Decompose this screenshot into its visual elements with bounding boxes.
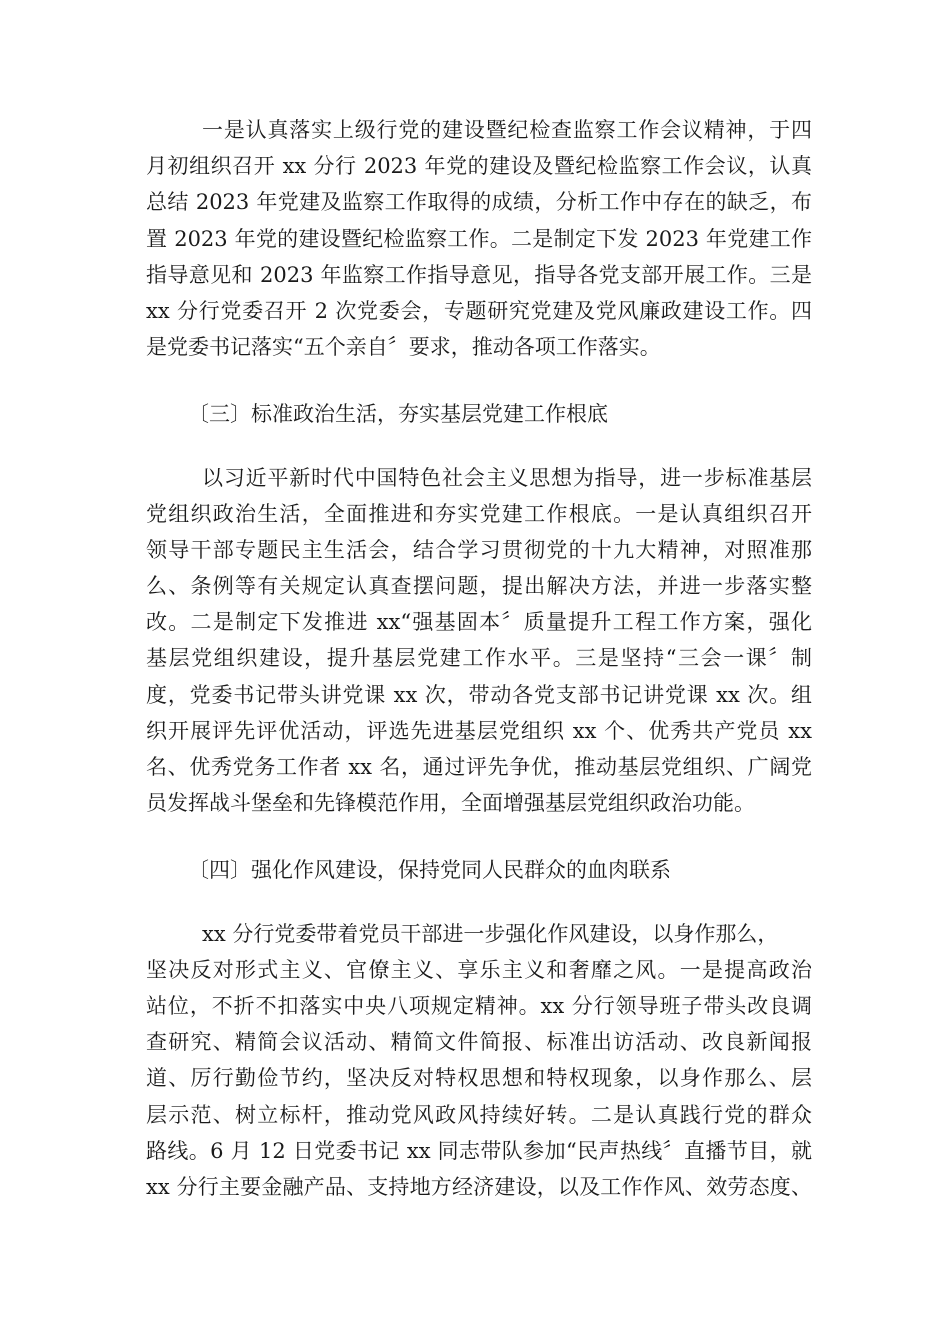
text-line: 党组织政治生活，全面推进和夯实党建工作根底。一是认真组织召开	[146, 501, 812, 526]
text-line: 站位，不折不扣落实中央八项规定精神。xx 分行领导班子带头改良调	[146, 993, 812, 1018]
text-line: 度，党委书记带头讲党课 xx 次，带动各党支部书记讲党课 xx 次。组	[146, 682, 812, 707]
text-line: xx 分行党委带着党员干部进一步强化作风建设，以身作那么，	[202, 921, 779, 946]
paragraph-party-building-meeting	[146, 112, 812, 365]
text-line: 置 2023 年党的建设暨纪检监察工作。二是制定下发 2023 年党建工作	[146, 226, 812, 251]
paragraph-political-life	[146, 460, 812, 822]
text-line: 员发挥战斗堡垒和先锋模范作用，全面增强基层党组织政治功能。	[146, 791, 755, 816]
section-heading-3: 〔三〕标准政治生活，夯实基层党建工作根底	[188, 402, 608, 427]
text-line: 改。二是制定下发推进 xx“强基固本〞质量提升工程工作方案，强化	[146, 610, 812, 635]
text-line: 是党委书记落实“五个亲自〞要求，推动各项工作落实。	[146, 335, 661, 360]
text-line: xx 分行主要金融产品、支持地方经济建设，以及工作作风、效劳态度、	[146, 1174, 812, 1199]
paragraph-work-style	[146, 916, 812, 1206]
text-line: xx 分行党委召开 2 次党委会，专题研究党建及党风廉政建设工作。四	[146, 298, 812, 323]
text-line: 基层党组织建设，提升基层党建工作水平。三是坚持“三会一课〞制	[146, 646, 812, 671]
text-line: 道、厉行勤俭节约，坚决反对特权思想和特权现象，以身作那么、层	[146, 1066, 812, 1091]
text-line: 路线。6 月 12 日党委书记 xx 同志带队参加“民声热线〞直播节目，就	[146, 1138, 812, 1163]
text-line: 织开展评先评优活动，评选先进基层党组织 xx 个、优秀共产党员 xx	[146, 718, 812, 743]
text-line: 一是认真落实上级行党的建设暨纪检查监察工作会议精神，于四	[202, 118, 812, 142]
document-page	[146, 112, 812, 1205]
text-line: 以习近平新时代中国特色社会主义思想为指导，进一步标准基层	[202, 465, 812, 490]
text-line: 么、条例等有关规定认真查摆问题，提出解决方法，并进一步落实整	[146, 574, 812, 599]
text-line: 领导干部专题民主生活会，结合学习贯彻党的十九大精神，对照准那	[146, 537, 812, 562]
text-line: 月初组织召开 xx 分行 2023 年党的建设及暨纪检监察工作会议，认真	[146, 154, 812, 179]
text-line: 指导意见和 2023 年监察工作指导意见，指导各党支部开展工作。三是	[146, 262, 812, 287]
text-line: 层示范、树立标杆，推动党风政风持续好转。二是认真践行党的群众	[146, 1102, 812, 1127]
text-line: 总结 2023 年党建及监察工作取得的成绩，分析工作中存在的缺乏，布	[146, 190, 812, 215]
text-line: 查研究、精简会议活动、精简文件简报、标准出访活动、改良新闻报	[146, 1030, 812, 1055]
text-line: 坚决反对形式主义、官僚主义、享乐主义和奢靡之风。一是提高政治	[146, 957, 812, 982]
text-line: 名、优秀党务工作者 xx 名，通过评先争优，推动基层党组织、广阔党	[146, 755, 812, 780]
section-heading-4: 〔四〕强化作风建设，保持党同人民群众的血肉联系	[188, 858, 671, 883]
